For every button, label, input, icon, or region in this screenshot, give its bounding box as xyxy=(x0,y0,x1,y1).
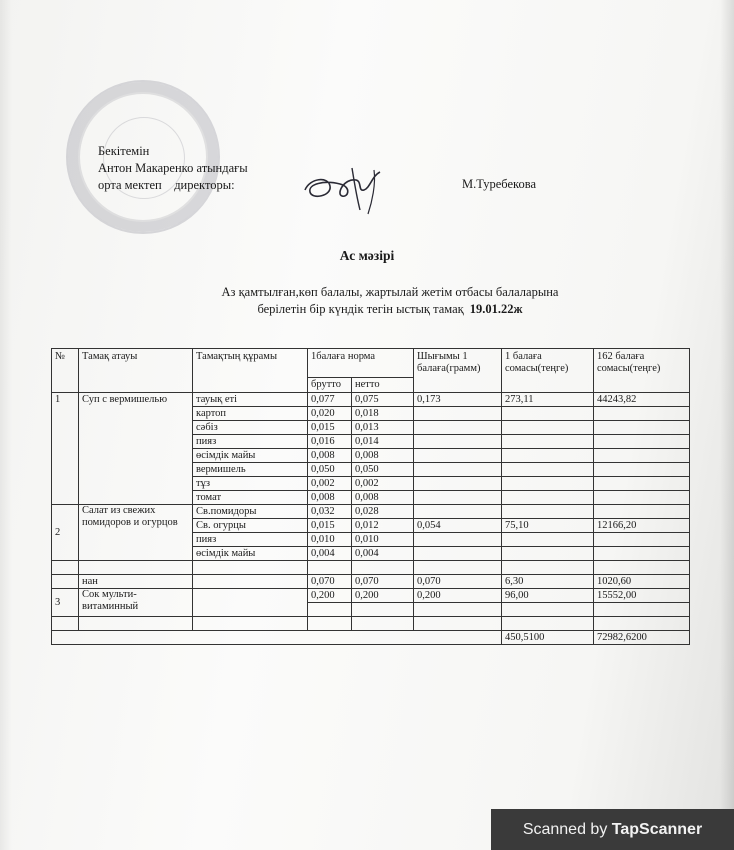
header-cost-162-children: 162 балаға сомасы(теңге) xyxy=(594,349,690,393)
empty-cell xyxy=(414,533,502,547)
header-number: № xyxy=(52,349,79,393)
ingredient-net: 0,028 xyxy=(352,505,414,519)
ingredient-name: пияз xyxy=(193,435,308,449)
ingredient-gross: 0,010 xyxy=(308,533,352,547)
empty-cell xyxy=(594,463,690,477)
empty-cell xyxy=(502,617,594,631)
empty-cell xyxy=(414,617,502,631)
ingredient-gross: 0,008 xyxy=(308,491,352,505)
subheader-net: нетто xyxy=(352,378,414,393)
ingredient-net: 0,013 xyxy=(352,421,414,435)
ingredient-name: пияз xyxy=(193,533,308,547)
group1-cost-total: 44243,82 xyxy=(594,393,690,407)
empty-cell xyxy=(502,407,594,421)
ingredient-name: өсімдік майы xyxy=(193,449,308,463)
menu-date: 19.01.22ж xyxy=(469,302,523,316)
ingredient-name: Св.помидоры xyxy=(193,505,308,519)
approval-block xyxy=(98,143,248,194)
subtitle-text: берілетін бір күндік тегін ыстық тамақ xyxy=(257,302,464,316)
approval-school: Антон Макаренко атындағы xyxy=(98,161,248,175)
group2-cost-total: 12166,20 xyxy=(594,519,690,533)
signer-name: М.Туребекова xyxy=(462,177,537,191)
bread-dish: нан xyxy=(79,575,193,589)
ingredient-name: картоп xyxy=(193,407,308,421)
empty-cell xyxy=(308,561,352,575)
ingredient-gross: 0,002 xyxy=(308,477,352,491)
ingredient-net: 0,002 xyxy=(352,477,414,491)
bread-cost-one: 6,30 xyxy=(502,575,594,589)
empty-cell xyxy=(594,533,690,547)
bread-consumption: 0,070 xyxy=(414,575,502,589)
empty-cell xyxy=(414,505,502,519)
ingredient-gross: 0,004 xyxy=(308,547,352,561)
empty-cell xyxy=(352,603,414,617)
table-row-empty xyxy=(52,617,690,631)
empty-cell xyxy=(193,589,308,617)
ingredient-net: 0,018 xyxy=(352,407,414,421)
ingredient-net: 0,008 xyxy=(352,491,414,505)
group2-number: 2 xyxy=(52,505,79,561)
ingredient-name: вермишель xyxy=(193,463,308,477)
ingredient-gross: 0,016 xyxy=(308,435,352,449)
empty-cell xyxy=(52,617,79,631)
empty-cell xyxy=(594,603,690,617)
totals-row xyxy=(52,631,690,645)
ingredient-gross: 0,077 xyxy=(308,393,352,407)
table-row xyxy=(52,393,690,407)
ingredient-name: томат xyxy=(193,491,308,505)
ingredient-name: Св. огурцы xyxy=(193,519,308,533)
empty-cell xyxy=(594,547,690,561)
bread-gross: 0,070 xyxy=(308,575,352,589)
group3-cost-one: 96,00 xyxy=(502,589,594,603)
watermark-brand: TapScanner xyxy=(611,821,703,838)
ingredient-net: 0,004 xyxy=(352,547,414,561)
empty-cell xyxy=(414,407,502,421)
group2-consumption: 0,054 xyxy=(414,519,502,533)
document-subtitle xyxy=(200,284,580,318)
empty-cell xyxy=(52,561,79,575)
group3-cost-total: 15552,00 xyxy=(594,589,690,603)
ingredient-gross: 0,032 xyxy=(308,505,352,519)
empty-cell xyxy=(414,449,502,463)
empty-cell xyxy=(502,533,594,547)
table-row xyxy=(52,505,690,519)
empty-cell xyxy=(502,505,594,519)
ingredient-name: сәбіз xyxy=(193,421,308,435)
subtitle-line-2 xyxy=(200,301,580,318)
empty-cell xyxy=(502,435,594,449)
empty-cell xyxy=(594,421,690,435)
empty-cell xyxy=(414,603,502,617)
empty-cell xyxy=(414,491,502,505)
ingredient-gross: 0,015 xyxy=(308,421,352,435)
empty-cell xyxy=(502,463,594,477)
empty-cell xyxy=(502,561,594,575)
ingredient-net: 0,050 xyxy=(352,463,414,477)
table-row-empty xyxy=(52,561,690,575)
table-row xyxy=(52,589,690,603)
table-header-row xyxy=(52,349,690,378)
group2-cost-one: 75,10 xyxy=(502,519,594,533)
empty-cell xyxy=(414,463,502,477)
subheader-gross: брутто xyxy=(308,378,352,393)
empty-cell xyxy=(502,421,594,435)
ingredient-gross: 0,050 xyxy=(308,463,352,477)
ingredient-name: тауық еті xyxy=(193,393,308,407)
empty-cell xyxy=(52,575,79,589)
watermark-prefix: Scanned by xyxy=(522,821,612,838)
empty-cell xyxy=(594,435,690,449)
table-row xyxy=(52,575,690,589)
empty-cell xyxy=(193,561,308,575)
bread-net: 0,070 xyxy=(352,575,414,589)
ingredient-net: 0,014 xyxy=(352,435,414,449)
empty-cell xyxy=(79,561,193,575)
empty-cell xyxy=(594,449,690,463)
empty-cell xyxy=(79,617,193,631)
group1-consumption: 0,173 xyxy=(414,393,502,407)
scanner-watermark xyxy=(491,809,734,850)
header-dish-name: Тамақ атауы xyxy=(79,349,193,393)
empty-cell xyxy=(502,449,594,463)
empty-cell xyxy=(308,603,352,617)
empty-cell xyxy=(414,477,502,491)
ingredient-gross: 0,008 xyxy=(308,449,352,463)
ingredient-gross: 0,015 xyxy=(308,519,352,533)
ingredient-net: 0,008 xyxy=(352,449,414,463)
total-cost-all: 72982,6200 xyxy=(594,631,690,645)
empty-cell xyxy=(193,575,308,589)
approval-position: орта мектеп директоры: xyxy=(98,178,235,192)
ingredient-gross: 0,020 xyxy=(308,407,352,421)
group2-dish: Салат из свежих помидоров и огурцов xyxy=(79,505,193,561)
ingredient-net: 0,075 xyxy=(352,393,414,407)
header-composition: Тамақтың құрамы xyxy=(193,349,308,393)
empty-cell xyxy=(352,561,414,575)
empty-cell xyxy=(414,547,502,561)
paper-shadow-right xyxy=(720,0,734,850)
director-signature xyxy=(300,150,390,220)
group3-dish: Сок мульти-витаминный xyxy=(79,589,193,617)
ingredient-name: өсімдік майы xyxy=(193,547,308,561)
empty-cell xyxy=(502,603,594,617)
subtitle-line-1: Аз қамтылған,көп балалы, жартылай жетім отбасы балаларына xyxy=(221,285,559,299)
header-cost-one-child: 1 балаға сомасы(теңге) xyxy=(502,349,594,393)
empty-cell xyxy=(594,505,690,519)
empty-cell xyxy=(502,477,594,491)
group1-dish: Суп с вермишелью xyxy=(79,393,193,505)
document-title: Ас мәзірі xyxy=(339,248,395,263)
menu-table xyxy=(51,348,690,645)
header-consumption: Шығымы 1 балаға(грамм) xyxy=(414,349,502,393)
empty-cell xyxy=(502,547,594,561)
empty-cell xyxy=(502,491,594,505)
group3-consumption: 0,200 xyxy=(414,589,502,603)
approval-heading: Бекітемін xyxy=(98,144,150,158)
group3-gross: 0,200 xyxy=(308,589,352,603)
paper-shadow-left xyxy=(0,0,12,850)
empty-cell xyxy=(594,407,690,421)
ingredient-net: 0,012 xyxy=(352,519,414,533)
total-cost-one: 450,5100 xyxy=(502,631,594,645)
empty-cell xyxy=(414,561,502,575)
empty-cell xyxy=(352,617,414,631)
ingredient-net: 0,010 xyxy=(352,533,414,547)
empty-cell xyxy=(193,617,308,631)
empty-cell xyxy=(594,561,690,575)
header-norm: 1балаға норма xyxy=(308,349,414,378)
group1-cost-one: 273,11 xyxy=(502,393,594,407)
group1-number: 1 xyxy=(52,393,79,505)
empty-cell xyxy=(594,491,690,505)
group3-number: 3 xyxy=(52,589,79,617)
bread-cost-total: 1020,60 xyxy=(594,575,690,589)
totals-label-cell xyxy=(52,631,502,645)
empty-cell xyxy=(594,617,690,631)
empty-cell xyxy=(414,435,502,449)
empty-cell xyxy=(308,617,352,631)
group3-net: 0,200 xyxy=(352,589,414,603)
ingredient-name: тұз xyxy=(193,477,308,491)
empty-cell xyxy=(414,421,502,435)
empty-cell xyxy=(594,477,690,491)
